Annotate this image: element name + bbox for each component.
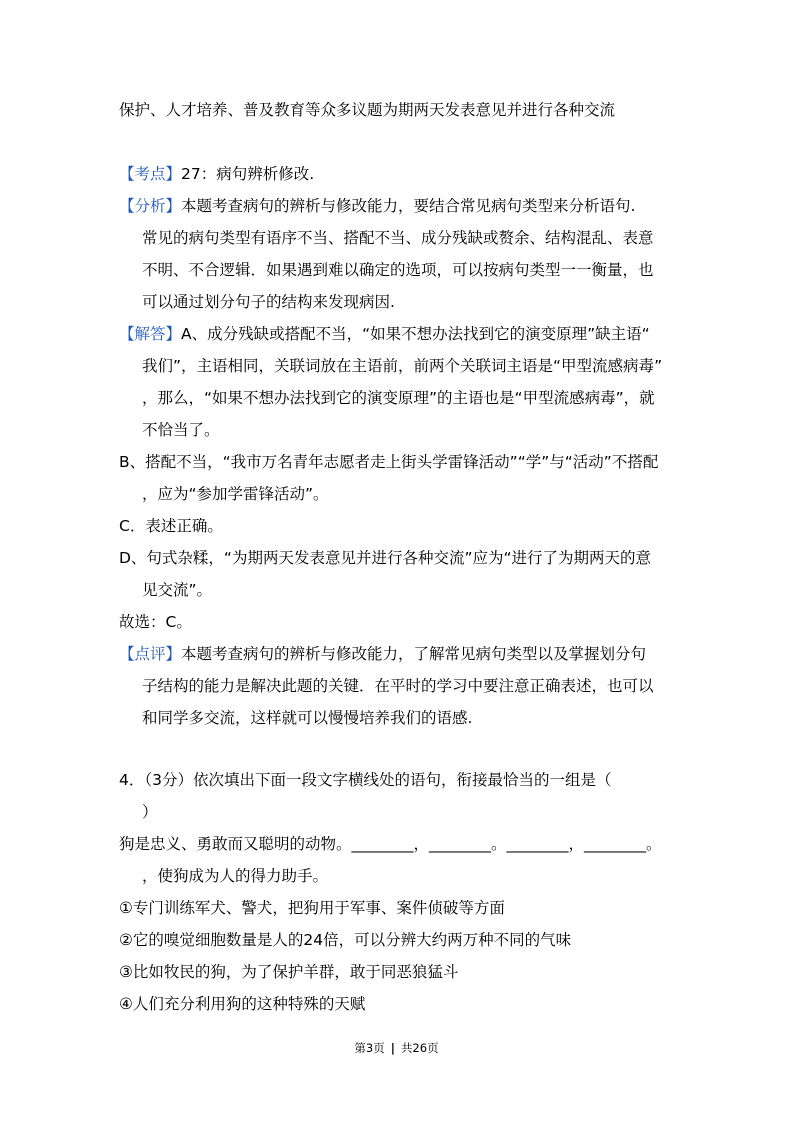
page-total: 共26页 bbox=[400, 1041, 439, 1055]
jieda-text: A、成分残缺或搭配不当，“如果不想办法找到它的演变原理”缺主语“ bbox=[181, 325, 650, 343]
question-4-line: 4．（3分）依次填出下面一段文字横线处的语句，衔接最恰当的一组是（ bbox=[119, 771, 612, 789]
kaodian-line bbox=[119, 164, 314, 184]
page-footer bbox=[0, 1040, 793, 1056]
question-4-passage: 狗是忠义、勇敢而又聪明的动物。________，________。________，________。 bbox=[119, 835, 662, 853]
question-4-line-2: ） bbox=[142, 803, 158, 821]
option-b-line-2: ，应为“参加学雷锋活动”。 bbox=[142, 485, 329, 503]
kaodian-text: 27：病句辨析修改. bbox=[181, 165, 315, 183]
option-b-line: B、搭配不当，“我市万名青年志愿者走上街头学雷锋活动”“学”与“活动”不搭配 bbox=[119, 453, 659, 471]
jieda-line-3: ，那么，“如果不想办法找到它的演变原理”的主语也是“甲型流感病毒”，就 bbox=[142, 389, 655, 407]
footer-separator: | bbox=[390, 1041, 395, 1055]
text-line-1: 保护、人才培养、普及教育等众多议题为期两天发表意见并进行各种交流 bbox=[119, 101, 616, 119]
dianping-line-3: 和同学多交流，这样就可以慢慢培养我们的语感. bbox=[142, 709, 473, 727]
option-c-line: C．表述正确。 bbox=[119, 517, 223, 535]
option-d-line-2: 见交流”。 bbox=[142, 581, 213, 599]
fenxi-line-4: 可以通过划分句子的结构来发现病因. bbox=[142, 293, 395, 311]
page-number: 第3页 bbox=[354, 1041, 385, 1055]
sentence-4: ④人们充分利用狗的这种特殊的天赋 bbox=[119, 995, 366, 1013]
sentence-2: ②它的嗅觉细胞数量是人的24倍，可以分辨大约两万种不同的气味 bbox=[119, 931, 572, 949]
fenxi-text: 本题考查病句的辨析与修改能力，要结合常见病句类型来分析语句. bbox=[181, 197, 636, 215]
dianping-line bbox=[119, 644, 646, 664]
fenxi-line-3: 不明、不合逻辑．如果遇到难以确定的选项，可以按病句类型一一衡量，也 bbox=[142, 261, 654, 279]
jieda-line-4: 不恰当了。 bbox=[142, 421, 220, 439]
dianping-text: 本题考查病句的辨析与修改能力，了解常见病句类型以及掌握划分句 bbox=[181, 645, 647, 663]
kaodian-tag: 【考点】 bbox=[119, 165, 182, 183]
dianping-tag: 【点评】 bbox=[119, 645, 182, 663]
option-d-line: D、句式杂糅，“为期两天发表意见并进行各种交流”应为“进行了为期两天的意 bbox=[119, 549, 652, 567]
dianping-line-2: 子结构的能力是解决此题的关键．在平时的学习中要注意正确表述，也可以 bbox=[142, 677, 654, 695]
fenxi-line-2: 常见的病句类型有语序不当、搭配不当、成分残缺或赘余、结构混乱、表意 bbox=[142, 229, 654, 247]
sentence-3: ③比如牧民的狗，为了保护羊群，敢于同恶狼猛斗 bbox=[119, 963, 459, 981]
jieda-tag: 【解答】 bbox=[119, 325, 182, 343]
question-4-passage-2: ，使狗成为人的得力助手。 bbox=[142, 867, 329, 885]
fenxi-tag: 【分析】 bbox=[119, 197, 182, 215]
jieda-line bbox=[119, 324, 650, 344]
jieda-line-2: 我们”，主语相同，关联词放在主语前，前两个关联词主语是“甲型流感病毒” bbox=[142, 357, 663, 375]
answer-line: 故选：C。 bbox=[119, 613, 192, 631]
fenxi-line bbox=[119, 196, 635, 216]
sentence-1: ①专门训练军犬、警犬，把狗用于军事、案件侦破等方面 bbox=[119, 899, 505, 917]
